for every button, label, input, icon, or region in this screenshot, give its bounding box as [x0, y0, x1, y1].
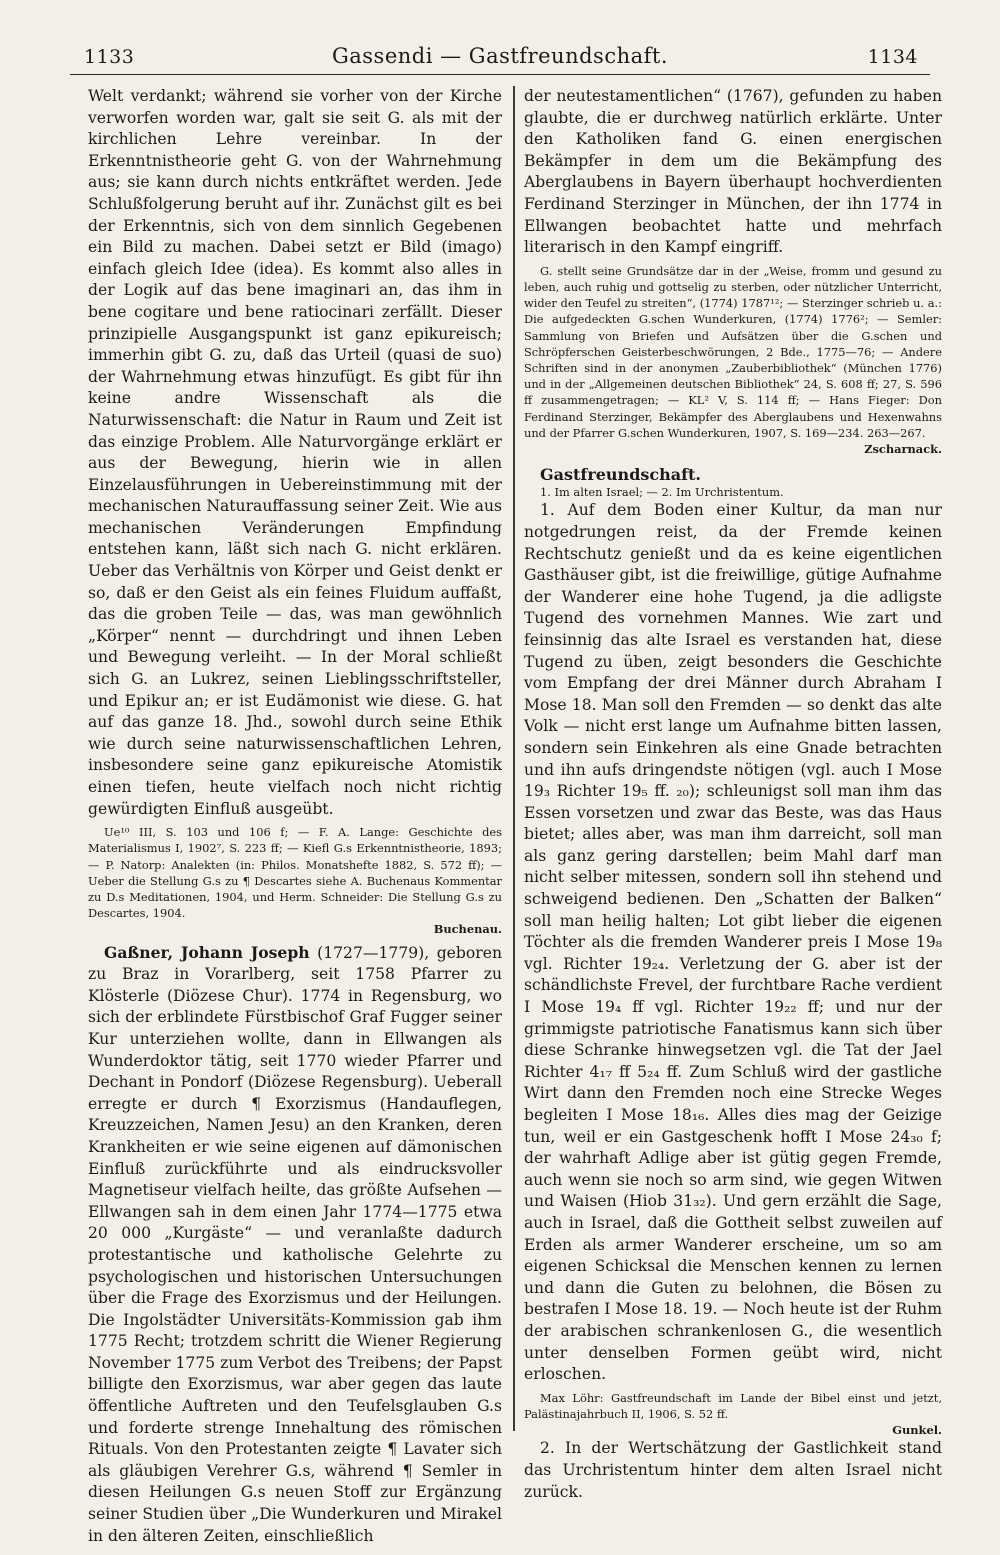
gassner-entry-name: Gaßner, Johann Joseph: [104, 942, 310, 962]
gassendi-body-text: Welt verdankt; während sie vorher von der Kirche verworfen worden war, galt sie seit G. als mit der kirchlichen Lehre vereinbar. In der Erkenntnistheorie geht G. von der Wahrnehmung aus; sie kann durch nichts entkräftet werden. Jede Schlußfolgerung beruht auf ihr. Zunächst gilt es bei der Erkenntnis, sich von dem sinnlich Gegebenen ein Bild zu machen. Dabei setzt er Bild (imago) einfach gleich Idee (idea). Es kommt also alles in der Logik auf das bene imaginari an, das ihm in bene cogitare und bene ratiocinari zerfällt. Dieser prinzipielle Ausgangspunkt ist ganz epikureisch; immerhin gibt G. zu, daß das Urteil (quasi de suo) der Wahrnehmung etwas hinzufügt. Es gibt für ihn keine andre Wissenschaft als die Naturwissenschaft: die Natur in Raum und Zeit ist das einzige Problem. Alle Naturvorgänge erklärt er aus der Bewegung, hierin wie in allen Einzelausführungen in Uebereinstimmung mit der mechanischen Naturauffassung seiner Zeit. Wie aus mechanischen Veränderungen Empfindung entstehen kann, läßt sich nach G. nicht erklären. Ueber das Verhältnis von Körper und Geist denkt er so, daß er den Geist als ein feines Fluidum auffaßt, das die groben Teile — das, was man gewöhnlich „Körper“ nennt — durchdringt und ihnen Leben und Bewegung verleiht. — In der Moral schließt sich G. an Lukrez, seinen Lieblingsschriftsteller, und Epikur an; er ist Eudämonist wie diese. G. hat auf das ganze 18. Jhd., sowohl durch seine Ethik wie durch seine naturwissenschaftlichen Lehren, insbesondere seine ganz epikureische Atomistik einen tiefen, heute vielfach noch nicht richtig gewürdigten Einfluß ausgeübt.: [88, 87, 502, 818]
column-divider: [513, 86, 515, 1431]
gassner-continued-text: der neutestamentlichen“ (1767), gefunden zu haben glaubte, die er durchweg natürlich erklärte. Unter den Katholiken fand G. einen energischen Bekämpfer in dem um die Bekämpfung des Aberglaubens in Bayern überhaupt hochverdienten Ferdinand Sterzinger in München, der ihn 1774 in Ellwangen beobachtet hatte und mehrfach literarisch in den Kampf eingriff.: [524, 87, 942, 257]
gassner-entry: [88, 942, 502, 1548]
gastfreundschaft-heading: Gastfreundschaft.: [540, 465, 701, 485]
gassendi-references: Ue¹⁰ III, S. 103 und 106 f; — F. A. Lange: Geschichte des Materialismus I, 1902⁷, S. 223 ff; — Kiefl G.s Erkenntnistheorie, 1893; — P. Natorp: Analekten (in: Philos. Monatshefte 1882, S. 572 ff); — Ueber die Stellung G.s zu ¶ Descartes siehe A. Buchenaus Kommentar zu D.s Meditationen, 1904, und Herm. Schneider: Die Stellung G.s zu Descartes, 1904.: [88, 825, 502, 921]
left-column: [88, 86, 503, 1545]
section-2-text: 2. In der Wertschätzung der Gastlichkeit stand das Urchristentum hinter dem alten Israel nicht zurück.: [524, 1439, 942, 1501]
left-page-number: 1133: [84, 46, 135, 68]
gassendi-author-signature: Buchenau.: [433, 922, 502, 937]
gassner-body-text: (1727—1779), geboren zu Braz in Vorarlberg, seit 1758 Pfarrer zu Klösterle (Diözese Chur). 1774 in Regensburg, wo sich der erblindete Fürstbischof Graf Fugger seiner Kur unterziehen wollte, dann in Ellwangen als Wunderdoktor tätig, seit 1770 wieder Pfarrer und Dechant in Pondorf (Diözese Regensburg). Ueberall erregte er durch ¶ Exorzismus (Handauflegen, Kreuzzeichen, Namen Jesu) an den Kranken, deren Krankheiten er wie seine eigenen auf dämonischen Einfluß zurückführte und als eindrucksvoller Magnetiseur vielfach heilte, das größte Aufsehen — Ellwangen sah in dem einen Jahr 1774—1775 etwa 20 000 „Kurgäste“ — und veranlaßte dadurch protestantische und katholische Gelehrte zu psychologischen und historischen Untersuchungen über die Frage des Exorzismus und der Heilungen. Die Ingolstädter Universitäts-Kommission gab ihm 1775 Recht; trotzdem schritt die Wiener Regierung November 1775 zum Verbot des Treibens; der Papst billigte den Exorzismus, war aber gegen das laute öffentliche Auftreten und den Teufelsglauben G.s und forderte strenge Innehaltung des römischen Rituals. Von den Protestanten zeigte ¶ Lavater sich als gläubigen Verehrer G.s, während ¶ Semler in diesen Heilungen G.s neuen Stoff zur Ergänzung seiner Studien über „Die Wunderkuren und Mirakel in den älteren Zeiten, einschließlich: [88, 943, 503, 1545]
right-column: [524, 86, 942, 1501]
right-page-number: 1134: [867, 46, 918, 68]
section-1-text: 1. Auf dem Boden einer Kultur, da man nur notgedrungen reist, da der Fremde keinen Rechtschutz genießt und da es keine eigentlichen Gasthäuser gibt, ist die freiwillige, gütige Aufnahme der Wanderer eine hohe Tugend, ja die adligste Tugend des vornehmen Mannes. Wie zart und feinsinnig das alte Israel es verstanden hat, diese Tugend zu üben, zeigt besonders die Geschichte vom Empfang der drei Männer durch Abraham I Mose 18. Man soll den Fremden — so denkt das alte Volk — nicht erst lange um Aufnahme bitten lassen, sondern sein Einkehren als eine Gnade betrachten und ihn aufs dringendste nötigen (vgl. auch I Mose 19₃ Richter 19₅ ff. ₂₀); schleunigst soll man ihm das Essen vorsetzen und zwar das Beste, was das Haus bietet; alles aber, was man ihm darreicht, soll man als ganz gering darstellen; beim Mahl darf man nicht selber mitessen, sondern soll ihn stehend und schweigend bedienen. Den „Schatten der Balken“ soll man heilig halten; Lot gibt lieber die eigenen Töchter als die fremden Wanderer preis I Mose 19₈ vgl. Richter 19₂₄. Verletzung der G. aber ist der schändlichste Frevel, der furchtbare Rache verdient I Mose 19₄ ff vgl. Richter 19₂₂ ff; und nur der grimmigste patriotische Fanatismus kann sich über diese Schranke hinwegsetzen vgl. die Tat der Jael Richter 4₁₇ ff 5₂₄ ff. Zum Schluß wird der gastliche Wirt dann den Fremden noch eine Strecke Weges begleiten I Mose 18₁₆. Alles dies mag der Geizige tun, weil er ein Gastgeschenk hofft I Mose 24₃₀ f; der wahrhaft Adlige aber ist gütig gegen Fremde, auch wenn sie noch so arm sind, wie gegen Witwen und Waisen (Hiob 31₃₂). Und gern erzählt die Sage, auch in Israel, daß die Gottheit selbst zuweilen auf Erden als armer Wanderer erscheine, um so am eigenen Schicksal die Menschen kennen zu lernen und dann die Guten zu belohnen, die Bösen zu bestrafen I Mose 18. 19. — Noch heute ist der Ruhm der arabischen schrankenlosen G., die wesentlich unter denselben Formen geübt wird, nicht erloschen.: [524, 501, 942, 1384]
gassner-references: G. stellt seine Grundsätze dar in der „Weise, fromm und gesund zu leben, auch ruhig und gottselig zu sterben, oder nützlicher Unterricht, wider den Teufel zu streiten“, (1774) 1787¹²; — Sterzinger schrieb u. a.: Die aufgedeckten G.schen Wunderkuren, (1774) 1776²; — Semler: Sammlung von Briefen und Aufsätzen über die G.schen und Schröpferschen Geisterbeschwörungen, 2 Bde., 1775—76; — Andere Schriften sind in der anonymen „Zauberbibliothek“ (München 1776) und in der „Allgemeinen deutschen Bibliothek“ 24, S. 608 ff; 27, S. 596 ff zusammengetragen; — KL² V, S. 114 ff; — Hans Fieger: Don Ferdinand Sterzinger, Bekämpfer des Aberglaubens und Hexenwahns und der Pfarrer G.schen Wunderkuren, 1907, S. 169—234. 263—267.: [524, 263, 942, 440]
page-header: [70, 40, 930, 75]
gassner-author-signature: Zscharnack.: [864, 441, 942, 456]
gastfreundschaft-contents: 1. Im alten Israel; — 2. Im Urchristentum.: [540, 485, 784, 500]
section-1-reference: Max Löhr: Gastfreundschaft im Lande der Bibel einst und jetzt, Palästinajahrbuch II, 1906, S. 52 ff.: [524, 1390, 942, 1421]
running-title: Gassendi — Gastfreundschaft.: [331, 44, 669, 68]
section-1-author-signature: Gunkel.: [892, 1423, 942, 1438]
